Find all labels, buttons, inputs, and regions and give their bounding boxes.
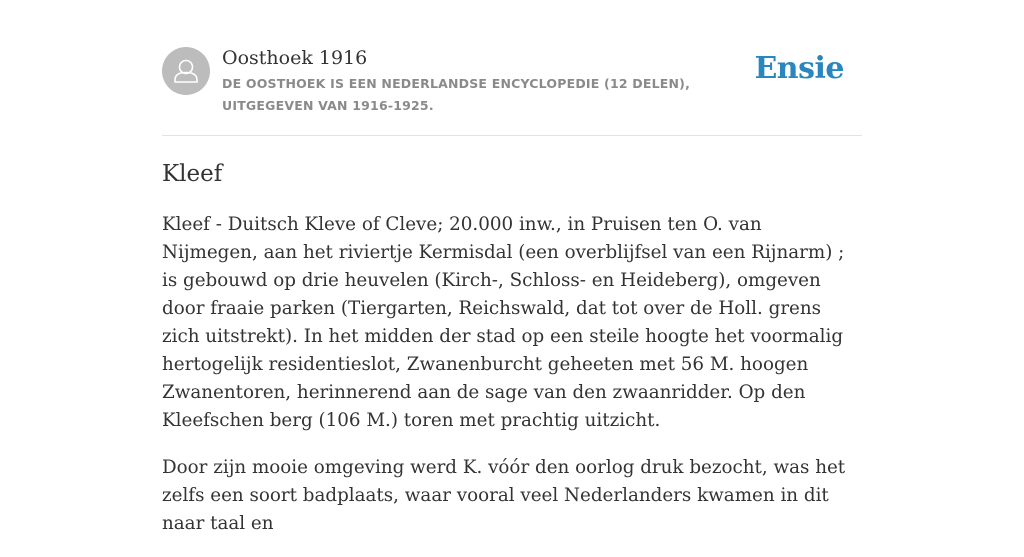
article-paragraph: Kleef - Duitsch Kleve of Cleve; 20.000 inw., in Pruisen ten O. van Nijmegen, aan het riviertje Kermisdal (een overblijfsel van een Rijnarm) ; is gebouwd op drie heuvelen (Kirch-, Schloss- en Heideberg), omgeven door fraaie parken (Tiergarten, Reichswald, dat tot over de Holl. grens zich uitstrekt). In het midden der stad op een steile hoogte het voormalig hertogelijk residentieslot, Zwanenburcht geheeten met 56 M. hoogen Zwanentoren, herinnerend aan de sage van den zwaanridder. Op den Kleefschen berg (106 M.) toren met prachtig uitzicht. — [162, 214, 845, 431]
article-paragraph: Door zijn mooie omgeving werd K. vóór den oorlog druk bezocht, was het zelfs een soort badplaats, waar vooral veel Nederlanders kwamen in dit naar taal en — [162, 457, 846, 534]
header-divider — [162, 135, 862, 136]
ensie-logo[interactable]: Ensie — [754, 51, 844, 86]
article-title: Kleef — [162, 161, 223, 187]
article — [162, 157, 862, 557]
source-info — [222, 45, 762, 117]
source-description: DE OOSTHOEK IS EEN NEDERLANDSE ENCYCLOPEDIE (12 DELEN), UITGEGEVEN VAN 1916-1925. — [222, 76, 691, 113]
source-header — [162, 45, 862, 135]
source-name[interactable]: Oosthoek 1916 — [222, 47, 368, 69]
avatar[interactable] — [162, 47, 210, 95]
user-icon — [162, 47, 210, 95]
